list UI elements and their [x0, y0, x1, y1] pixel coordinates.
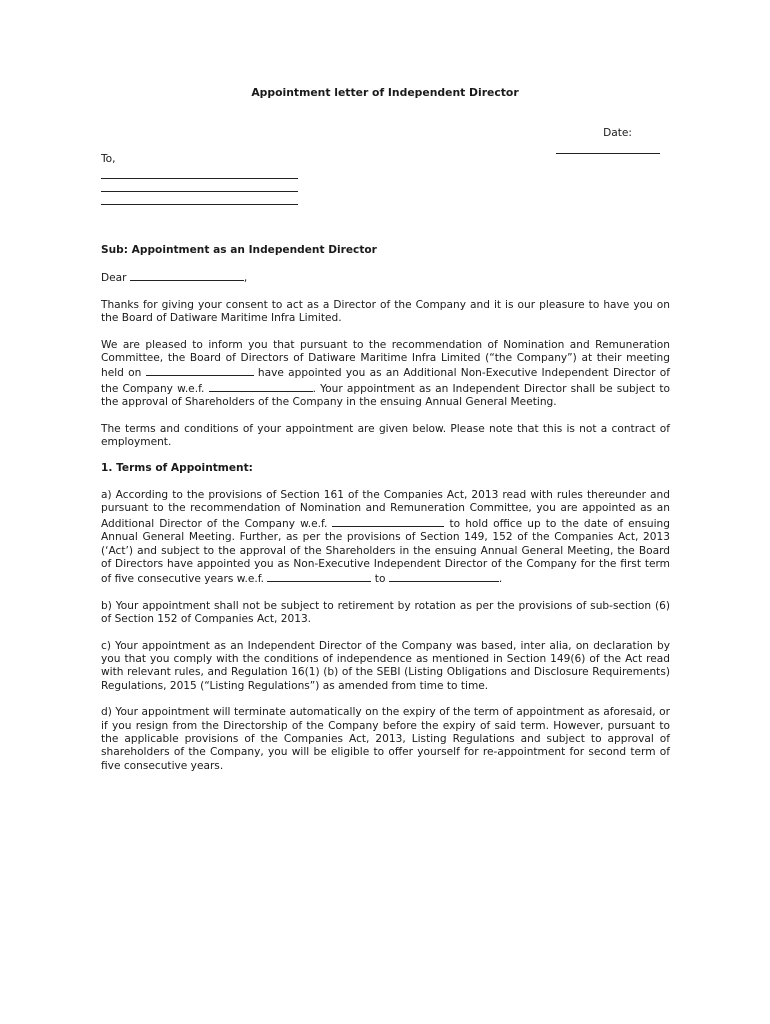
salutation-suffix: ,	[243, 272, 248, 285]
address-line-3	[101, 192, 298, 205]
date-blank	[556, 144, 660, 154]
letter-title: Appointment letter of Independent Director	[251, 86, 519, 99]
date-block	[556, 127, 660, 154]
address-line-1	[101, 166, 298, 179]
paragraph-term-a-part-1: a) According to the provisions of Section 161 of the Companies Act, 2013 read with rules thereunder and pursuant to the recommendation of Nomination and Remuneration Committee, you are appointed as an Additional Director of the Company w.e.f.	[101, 488, 670, 530]
paragraph-appointment-notice-part-2: have appointed you as an Additional Non-Executive Independent Director of the Company w.e.f.	[101, 367, 670, 395]
paragraph-thanks: Thanks for giving your consent to act as a Director of the Company and it is our pleasure to have you on the Board of Datiware Maritime Infra Limited.	[101, 298, 670, 325]
paragraph-term-c: c) Your appointment as an Independent Director of the Company was based, inter alia, on declaration by you that you comply with the conditions of independence as mentioned in Section 149(6) of the Act read with relevant rules, and Regulation 16(1) (b) of the SEBI (Listing Obligations and Disclosure Requirements) Regulations, 2015 (“Listing Regulations”) as amended from time to time.	[101, 639, 670, 692]
paragraph-term-a-part-4: .	[498, 573, 503, 586]
address-line-2	[101, 179, 298, 192]
letter-body	[101, 244, 670, 773]
salutation-prefix: Dear	[101, 272, 127, 285]
paragraph-term-d: d) Your appointment will terminate automatically on the expiry of the term of appointment as aforesaid, or if you resign from the Directorship of the Company before the expiry of said term. However, pursuant to the applicable provisions of the Companies Act, 2013, Listing Regulations and subject to approval of shareholders of the Company, you will be eligible to offer yourself for re-appointment for second term of five consecutive years.	[101, 706, 670, 772]
meeting-date-blank	[146, 365, 254, 376]
salutation	[101, 270, 670, 285]
paragraph-term-a-part-2: to hold office up to the date of ensuing Annual General Meeting. Further, as per the provisions of Section 149, 152 of the Companies Act, 2013 (‘Act’) and subject to the approval of the Shareholders in the ensuing Annual General Meeting, the Board of Directors have appointed you as Non-Executive Independent Director of the Company for the first term of five consecutive years w.e.f.	[101, 517, 671, 586]
to-label: To,	[101, 153, 116, 165]
date-label: Date:	[603, 127, 632, 139]
paragraph-term-a-part-3: to	[374, 573, 386, 586]
additional-director-date-blank	[332, 516, 444, 527]
term-start-date-blank	[267, 571, 371, 582]
paragraph-appointment-notice-part-1: We are pleased to inform you that pursuant to the recommendation of Nomination and Remuneration Committee, the Board of Directors of Datiware Maritime Infra Limited (“the Company”) at their meeting held on	[101, 338, 670, 380]
paragraph-appointment-notice-part-3: . Your appointment as an Independent Director shall be subject to the approval of Shareholders of the Company in the ensuing Annual General Meeting.	[101, 382, 670, 409]
section-heading-terms: 1. Terms of Appointment:	[101, 462, 253, 475]
term-end-date-blank	[389, 571, 499, 582]
paragraph-appointment-notice	[101, 339, 670, 410]
effective-date-blank	[209, 381, 313, 392]
subject-line: Sub: Appointment as an Independent Director	[101, 244, 377, 256]
addressee-block	[101, 153, 301, 205]
paragraph-term-b: b) Your appointment shall not be subject to retirement by rotation as per the provisions of sub-section (6) of Section 152 of Companies Act, 2013.	[101, 599, 670, 626]
paragraph-terms-intro: The terms and conditions of your appointment are given below. Please note that this is not a contract of employment.	[101, 422, 670, 449]
paragraph-term-a	[101, 489, 670, 587]
salutation-name-blank	[130, 270, 244, 281]
